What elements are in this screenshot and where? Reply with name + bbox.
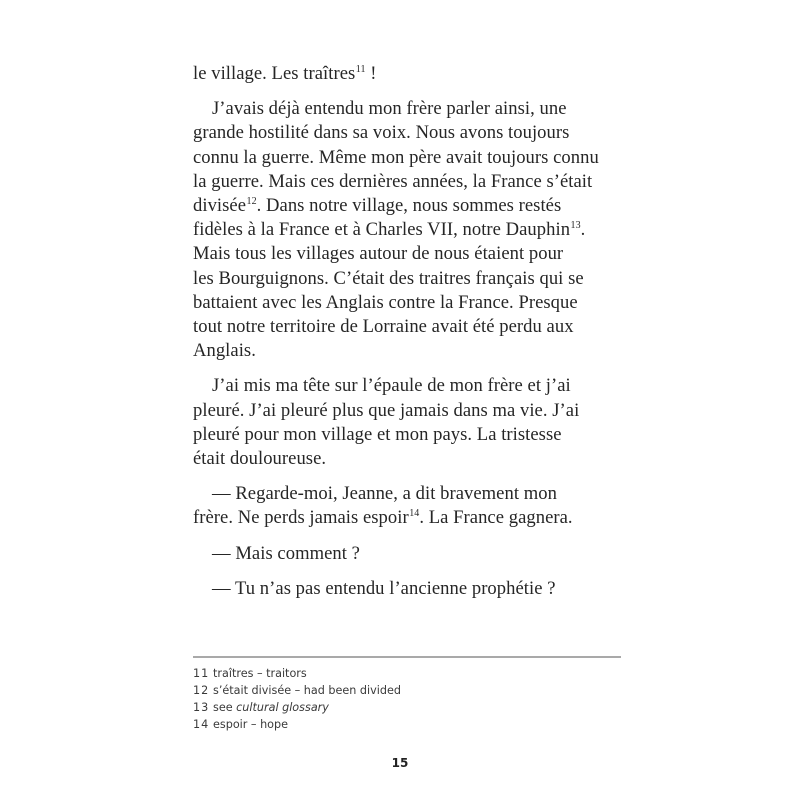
paragraph xyxy=(193,374,633,471)
line-text-after-reference: ! xyxy=(365,63,377,84)
footnote-text: espoir – hope xyxy=(213,718,288,731)
page-number: 15 xyxy=(391,756,409,770)
line-text: — Tu n’as pas entendu l’ancienne prophétie ? xyxy=(212,577,556,599)
footnote-item xyxy=(193,665,401,682)
line-text: J’ai mis ma tête sur l’épaule de mon frère et j’ai xyxy=(212,375,571,397)
text-line xyxy=(193,121,633,145)
line-text: Mais tous les villages autour de nous étaient pour xyxy=(193,243,564,265)
text-line xyxy=(193,315,633,339)
footnote-number: 12 xyxy=(193,684,210,697)
paragraph xyxy=(193,97,633,363)
paragraph xyxy=(193,542,633,566)
line-text: connu la guerre. Même mon père avait toujours connu xyxy=(193,146,599,168)
footnote-number: 14 xyxy=(193,718,210,731)
text-line xyxy=(193,542,633,566)
footnote-reference[interactable]: 13 xyxy=(570,220,581,232)
line-text: les Bourguignons. C’était des traitres français qui se xyxy=(193,267,584,289)
paragraph xyxy=(193,482,633,530)
line-text: fidèles à la France et à Charles VII, notre Dauphin xyxy=(193,219,571,241)
footnote-divider xyxy=(193,656,621,658)
text-line xyxy=(193,374,633,398)
text-line xyxy=(193,242,633,266)
line-text: divisée xyxy=(193,195,247,217)
text-line xyxy=(193,97,633,121)
line-text: J’avais déjà entendu mon frère parler ainsi, une xyxy=(212,98,567,120)
footnotes xyxy=(193,665,401,733)
text-line xyxy=(193,506,633,530)
text-line xyxy=(193,267,633,291)
footnote-number: 13 xyxy=(193,701,210,714)
line-text: battaient avec les Anglais contre la France. Presque xyxy=(193,291,578,313)
line-text: grande hostilité dans sa voix. Nous avons toujours xyxy=(193,122,570,144)
footnote-item xyxy=(193,682,401,699)
footnote-number: 11 xyxy=(193,667,210,680)
footnote-reference[interactable]: 11 xyxy=(355,64,366,75)
line-text: tout notre territoire de Lorraine avait été perdu aux xyxy=(193,316,574,338)
footnote-reference[interactable]: 14 xyxy=(409,508,420,520)
line-text: frère. Ne perds jamais espoir xyxy=(193,507,409,529)
footnote-text: s’était divisée – had been divided xyxy=(213,684,401,697)
text-line xyxy=(193,577,633,601)
line-text-after-reference: . La France gagnera. xyxy=(419,507,573,529)
line-text: — Mais comment ? xyxy=(212,542,360,564)
paragraph xyxy=(193,577,633,601)
text-line xyxy=(193,194,633,218)
line-text: pleuré pour mon village et mon pays. La tristesse xyxy=(193,423,562,445)
book-page-body xyxy=(193,62,633,612)
footnote-text: see xyxy=(213,701,237,714)
line-text-after-reference: . xyxy=(580,219,586,241)
text-line xyxy=(193,447,633,471)
line-text: pleuré. J’ai pleuré plus que jamais dans ma vie. J’ai xyxy=(193,399,580,421)
text-line xyxy=(193,170,633,194)
line-text: — Regarde-moi, Jeanne, a dit bravement mon xyxy=(212,483,557,505)
text-line xyxy=(193,482,633,506)
line-text: le village. Les traîtres xyxy=(193,63,356,84)
line-text: la guerre. Mais ces dernières années, la France s’était xyxy=(193,170,593,192)
text-line xyxy=(193,291,633,315)
footnote-text: traîtres – traitors xyxy=(213,667,307,680)
text-line xyxy=(193,62,633,86)
text-line xyxy=(193,339,633,363)
text-line xyxy=(193,423,633,447)
text-line xyxy=(193,399,633,423)
footnote-reference[interactable]: 12 xyxy=(246,196,257,208)
footnote-italic-text: cultural glossary xyxy=(236,701,329,714)
footnote-item xyxy=(193,716,401,733)
text-line xyxy=(193,218,633,242)
line-text: était douloureuse. xyxy=(193,448,327,470)
line-text-after-reference: . Dans notre village, nous sommes restés xyxy=(256,195,562,217)
paragraph xyxy=(193,62,633,86)
line-text: Anglais. xyxy=(193,340,256,362)
text-line xyxy=(193,146,633,170)
footnote-item xyxy=(193,699,401,716)
